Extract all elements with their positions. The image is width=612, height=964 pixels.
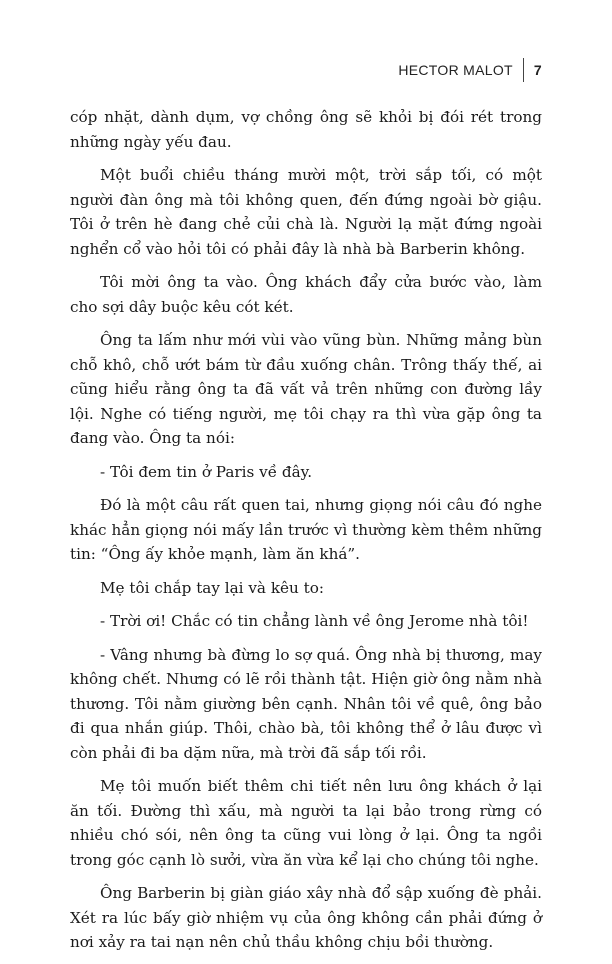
paragraph: Ông ta lấm như mới vùi vào vũng bùn. Những mảng bùn chỗ khô, chỗ ướt bám từ đầu xuống chân. Trông thấy thế, ai cũng hiểu rằng ông ta đã vất vả trên những con đường lầy lội. Nghe có tiếng người, mẹ tôi chạy ra thì vừa gặp ông ta đang vào. Ông ta nói: (70, 331, 542, 447)
page-body (70, 105, 542, 964)
dialogue-line: - Trời ơi! Chắc có tin chẳng lành về ông Jerome nhà tôi! (100, 612, 529, 630)
paragraph: Đó là một câu rất quen tai, nhưng giọng nói câu đó nghe khác hẳn giọng nói mấy lần trước vì thường kèm thêm những tin: “Ông ấy khỏe mạnh, làm ăn khá”. (70, 496, 542, 563)
running-header (398, 58, 542, 82)
paragraph: Tôi mời ông ta vào. Ông khách đẩy cửa bước vào, làm cho sợi dây buộc kêu cót két. (70, 273, 542, 316)
paragraph: cóp nhặt, dành dụm, vợ chồng ông sẽ khỏi bị đói rét trong những ngày yếu đau. (70, 108, 542, 151)
dialogue-line: - Vâng nhưng bà đừng lo sợ quá. Ông nhà bị thương, may không chết. Nhưng có lẽ rồi thành tật. Hiện giờ ông nằm nhà thương. Tôi nằm giường bên cạnh. Nhân tôi về quê, ông bảo đi qua nhắn giúp. Thôi, chào bà, tôi không thể ở lâu được vì còn phải đi ba dặm nữa, mà trời đã sắp tối rồi. (70, 645, 542, 762)
dialogue-line: - Tôi đem tin ở Paris về đây. (100, 462, 313, 481)
paragraph: Một buổi chiều tháng mười một, trời sắp tối, có một người đàn ông mà tôi không quen, đến đứng ngoài bờ giậu. Tôi ở trên hè đang chẻ củi chà là. Người lạ mặt đứng ngoài nghển cổ vào hỏi tôi có phải đây là nhà bà Barberin không. (70, 166, 542, 258)
paragraph: Ông Barberin bị giàn giáo xây nhà đổ sập xuống đè phải. Xét ra lúc bấy giờ nhiệm vụ của ông không cần phải đứng ở nơi xảy ra tai nạn nên chủ thầu không chịu bồi thường. (70, 884, 542, 951)
page-number: 7 (533, 62, 542, 78)
paragraph: Mẹ tôi muốn biết thêm chi tiết nên lưu ông khách ở lại ăn tối. Đường thì xấu, mà người ta lại bảo trong rừng có nhiều chó sói, nên ông ta cũng vui lòng ở lại. Ông ta ngồi trong góc cạnh lò sưởi, vừa ăn vừa kể lại cho chúng tôi nghe. (70, 777, 542, 869)
author-name: HECTOR MALOT (398, 62, 513, 78)
paragraph: Mẹ tôi chắp tay lại và kêu to: (100, 578, 324, 597)
